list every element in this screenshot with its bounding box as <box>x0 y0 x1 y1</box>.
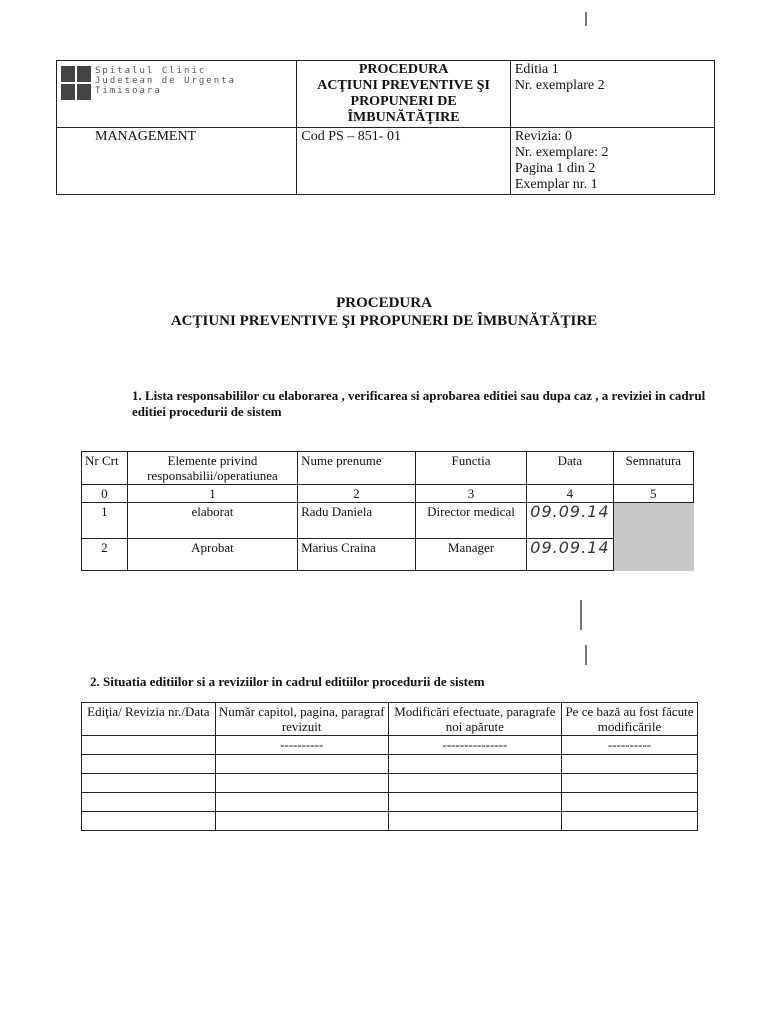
col-modifications: Modificări efectuate, paragrafe noi apărute <box>388 703 561 736</box>
table-row <box>82 755 698 774</box>
editions-table <box>81 702 698 831</box>
col-element: Elemente privind responsabilii/operatiunea <box>127 452 297 485</box>
procedure-label: PROCEDURA <box>358 62 449 77</box>
col-function: Functia <box>415 452 527 485</box>
handwritten-date: 09.09.14 <box>527 503 613 539</box>
procedure-code: Cod PS – 851- 01 <box>301 129 401 144</box>
col-nr: Nr Crt <box>82 452 128 485</box>
table-header-row <box>82 703 698 736</box>
section2-heading: 2. Situatia editiilor si a reviziilor in cadrul editiilor procedurii de sistem <box>90 674 485 689</box>
hospital-logo-icon <box>61 66 91 100</box>
col-basis: Pe ce bază au fost făcute modificările <box>562 703 698 736</box>
department-cell <box>57 128 297 195</box>
logo-text: Spitalul Clinic Judetean de Urgenta Timisoara <box>95 66 236 96</box>
col-name: Nume prenume <box>298 452 416 485</box>
col-chapter: Număr capitol, pagina, paragraf revizuit <box>215 703 388 736</box>
edition-copies: Nr. exemplare 2 <box>514 78 605 93</box>
code-cell <box>297 128 510 195</box>
scan-mark <box>580 600 582 630</box>
page-title-line2: ACŢIUNI PREVENTIVE ŞI PROPUNERI DE ÎMBUNĂTĂŢIRE <box>170 313 598 329</box>
col-date: Data <box>527 452 613 485</box>
procedure-title: ACŢIUNI PREVENTIVE ŞI PROPUNERI DE ÎMBUNĂTĂŢIRE <box>317 78 490 125</box>
revision: Revizia: 0 <box>514 129 572 144</box>
revision-copies: Nr. exemplare: 2 <box>514 145 609 160</box>
department: MANAGEMENT <box>95 129 197 144</box>
table-header-row <box>82 452 694 485</box>
page-title-line1: PROCEDURA <box>336 295 432 311</box>
scan-mark <box>585 12 587 26</box>
redacted-signature <box>613 503 693 539</box>
section1-heading: 1. Lista responsabililor cu elaborarea , verificarea si aprobarea editiei sau dupa caz , a reviziei in cadrul editiei procedurii de sistem <box>132 388 706 419</box>
procedure-title-cell <box>297 61 510 128</box>
scan-mark <box>585 645 587 665</box>
table-row: 1 elaborat Radu Daniela Director medical 09.09.14 <box>82 503 694 539</box>
table-row <box>82 774 698 793</box>
table-row: ---------- --------------- ---------- <box>82 736 698 755</box>
redacted-signature <box>613 539 693 571</box>
table-row <box>82 793 698 812</box>
col-edition: Ediţia/ Revizia nr./Data <box>82 703 216 736</box>
responsibles-table <box>81 451 694 571</box>
col-signature: Semnatura <box>613 452 693 485</box>
table-row <box>82 812 698 831</box>
hospital-logo <box>61 62 292 100</box>
copy-number: Exemplar nr. 1 <box>514 177 598 192</box>
edition: Editia 1 <box>514 62 559 77</box>
handwritten-date: 09.09.14 <box>527 539 613 571</box>
edition-cell <box>510 61 714 128</box>
document-header <box>56 60 715 195</box>
logo-cell <box>57 61 297 128</box>
page-number: Pagina 1 din 2 <box>514 161 596 176</box>
revision-cell <box>510 128 714 195</box>
index-row: 0 1 2 3 4 5 <box>82 485 694 503</box>
page-title <box>0 294 768 330</box>
table-row: 2 Aprobat Marius Craina Manager 09.09.14 <box>82 539 694 571</box>
